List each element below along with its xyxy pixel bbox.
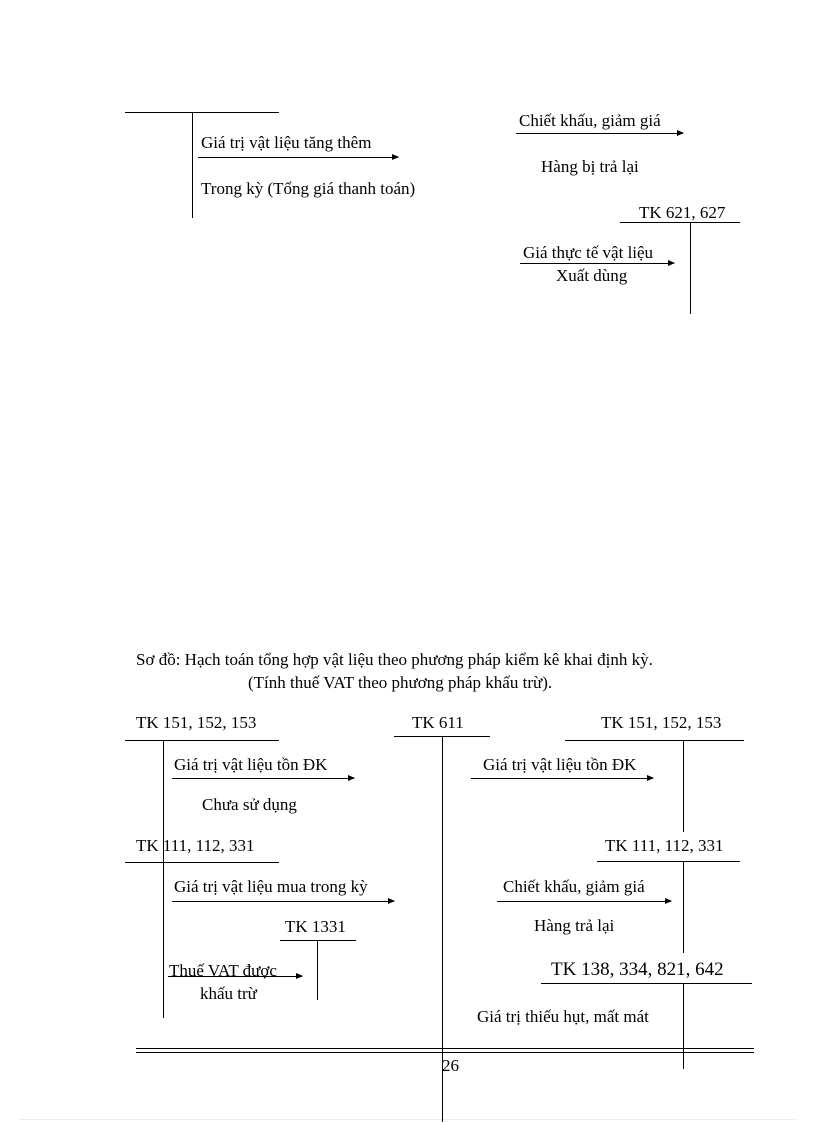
tk111-right-top-line [597, 861, 740, 862]
tk611-title: TK 611 [412, 713, 464, 732]
tk151-right-title: TK 151, 152, 153 [601, 713, 722, 732]
page-number: 26 [442, 1056, 459, 1075]
tk138-vertical-line [683, 983, 684, 1069]
tk151-right-top-line [565, 740, 744, 741]
tk1331-vertical-line [317, 940, 318, 1000]
tk151-left-vertical-line [163, 740, 164, 836]
discount-label: Chiết khấu, giảm giá [503, 877, 645, 896]
tk151-left-title: TK 151, 152, 153 [136, 713, 257, 732]
vat-label-1: Thuế VAT được [169, 961, 277, 980]
account-621-top-line [620, 222, 740, 223]
diagram-caption-line-1: Sơ đồ: Hạch toán tổng hợp vật liệu theo phương pháp kiểm kê khai định kỳ. [136, 650, 653, 669]
discount-arrow [497, 901, 671, 902]
tk1331-top-line [280, 940, 356, 941]
vat-label-2: khấu trừ [200, 984, 257, 1003]
diagram-caption-line-2: (Tính thuế VAT theo phương pháp khấu trừ). [248, 673, 553, 692]
usage-label-1: Giá thực tế vật liệu [523, 243, 654, 262]
tk111-right-title: TK 111, 112, 331 [605, 836, 724, 855]
purchase-label: Giá trị vật liệu mua trong kỳ [174, 877, 368, 896]
purchase-arrow [172, 901, 394, 902]
opening-left-label-2: Chưa sử dụng [202, 795, 297, 814]
tk1331-title: TK 1331 [285, 917, 346, 936]
upper-left-label-2: Trong kỳ (Tổng giá thanh toán) [201, 179, 416, 198]
tk151-left-top-line [125, 740, 279, 741]
opening-left-label-1: Giá trị vật liệu tồn ĐK [174, 755, 328, 774]
usage-arrow [520, 263, 674, 264]
shortage-label: Giá trị thiếu hụt, mất mát [477, 1007, 649, 1026]
returns-label: Hàng trả lại [534, 916, 615, 935]
upper-left-label-1: Giá trị vật liệu tăng thêm [201, 133, 372, 152]
footer-double-rule [136, 1048, 754, 1053]
upper-left-account-top-line [125, 112, 279, 113]
upper-right-label-2: Hàng bị trả lại [541, 157, 639, 176]
opening-right-label: Giá trị vật liệu tồn ĐK [483, 755, 637, 774]
account-621-vertical-line [690, 222, 691, 314]
tk138-top-line [541, 983, 752, 984]
tk111-left-title: TK 111, 112, 331 [136, 836, 255, 855]
upper-left-arrow [198, 157, 398, 158]
usage-label-2: Xuất dùng [556, 266, 628, 285]
tk111-left-top-line [125, 862, 279, 863]
tk111-right-vertical-line [683, 861, 684, 953]
account-621-title: TK 621, 627 [639, 203, 726, 222]
opening-left-arrow [172, 778, 354, 779]
upper-left-account-vertical-line [192, 112, 193, 218]
vat-arrow [168, 976, 302, 977]
upper-right-label-1: Chiết khấu, giảm giá [519, 111, 661, 130]
tk111-left-vertical-line [163, 836, 164, 1018]
opening-right-arrow [471, 778, 653, 779]
page-bottom-border [20, 1119, 796, 1120]
tk138-title: TK 138, 334, 821, 642 [551, 959, 724, 980]
upper-right-arrow [516, 133, 683, 134]
tk151-right-vertical-line [683, 740, 684, 832]
